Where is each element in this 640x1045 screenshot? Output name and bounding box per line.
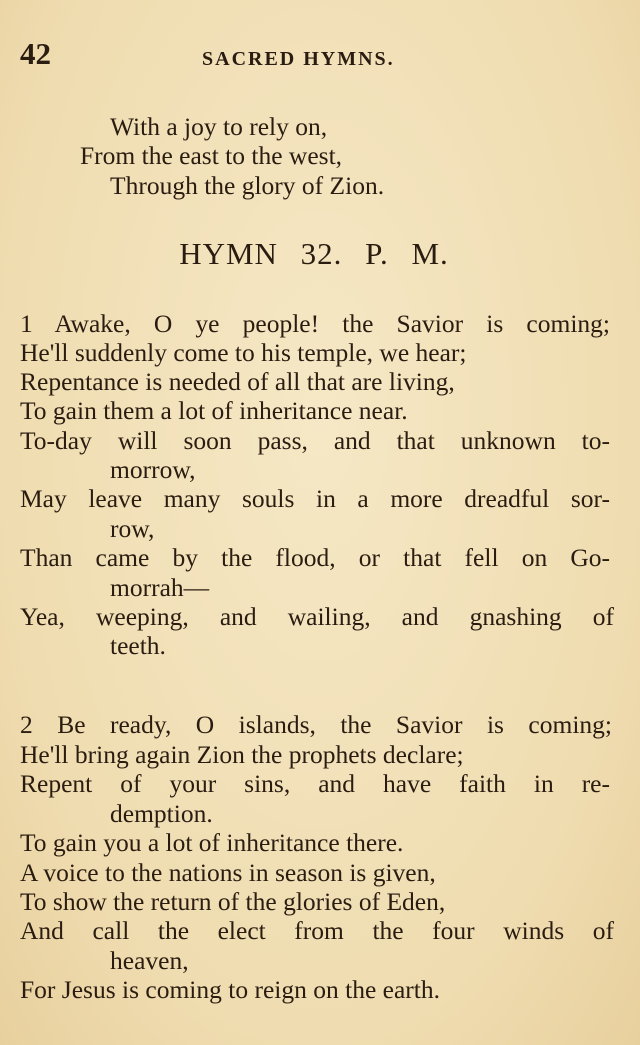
verse-line: To show the return of the glories of Eden,	[20, 887, 446, 916]
verse-line-continuation: morrah—	[110, 573, 210, 602]
verse-line: To gain them a lot of inheritance near.	[20, 396, 408, 425]
verse-line: He'll suddenly come to his temple, we hear;	[20, 338, 467, 367]
verse-line: To gain you a lot of inheritance there.	[20, 828, 404, 857]
running-head: SACRED HYMNS.	[202, 48, 395, 70]
hymn-title: HYMN 32. P. M.	[179, 236, 449, 271]
verse-line: A voice to the nations in season is given,	[20, 858, 436, 887]
verse-line: And call the elect from the four winds of	[20, 916, 614, 945]
verse-line: May leave many souls in a more dreadful sor-	[20, 484, 610, 513]
page-number: 42	[20, 36, 51, 71]
page-header	[20, 36, 620, 76]
verse-line: Repentance is needed of all that are living,	[20, 367, 455, 396]
verse-line: Than came by the flood, or that fell on Go-	[20, 543, 610, 572]
verse-line: For Jesus is coming to reign on the earth.	[20, 975, 440, 1004]
verse-line: He'll bring again Zion the prophets declare;	[20, 740, 464, 769]
intro-line: Through the glory of Zion.	[110, 171, 385, 200]
intro-line: With a joy to rely on,	[110, 112, 328, 141]
verse-line-continuation: demption.	[110, 799, 213, 828]
verse-line: 2 Be ready, O islands, the Savior is coming;	[20, 710, 612, 739]
verse-line-continuation: morrow,	[110, 455, 196, 484]
intro-line: From the east to the west,	[80, 141, 343, 170]
verse-line-continuation: teeth.	[110, 631, 166, 660]
verse-line-continuation: row,	[110, 514, 155, 543]
verse-line: Repent of your sins, and have faith in re-	[20, 769, 610, 798]
verse-line: Yea, weeping, and wailing, and gnashing of	[20, 602, 614, 631]
verse-line: 1 Awake, O ye people! the Savior is coming;	[20, 309, 610, 338]
verse-line-continuation: heaven,	[110, 946, 189, 975]
verse-line: To-day will soon pass, and that unknown to-	[20, 426, 610, 455]
